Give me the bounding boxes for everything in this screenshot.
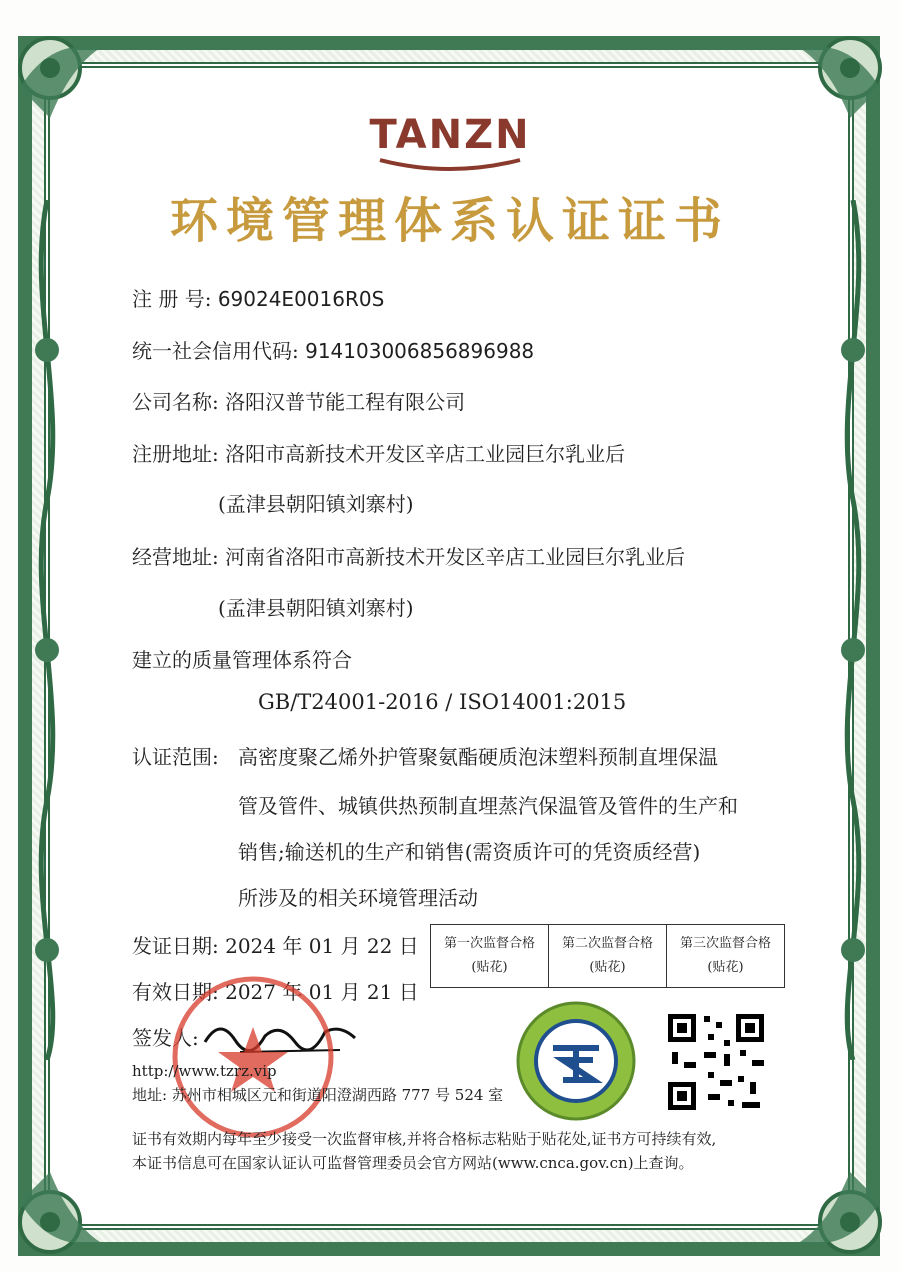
- address-label: 地址:: [132, 1086, 168, 1104]
- surveillance-cell: [549, 925, 667, 988]
- business-address-row: [132, 541, 685, 570]
- logo-text: TANZN: [369, 112, 531, 158]
- scope-line: 管及管件、城镇供热预制直埋蒸汽保温管及管件的生产和: [238, 794, 738, 818]
- surveillance-note: (贴花): [589, 960, 626, 975]
- surveillance-title: 第二次监督合格: [561, 936, 653, 951]
- credit-code-row: [132, 335, 534, 364]
- certificate-title: 环境管理体系认证证书: [169, 193, 730, 249]
- company-seal-icon: [168, 972, 338, 1142]
- issue-date: 2024 年 01 月 22 日: [225, 934, 419, 958]
- standard-reference: GB/T24001-2016 / ISO14001:2015: [258, 690, 627, 714]
- registered-address-line1: 洛阳市高新技术开发区辛店工业园巨尔乳业后: [225, 442, 626, 466]
- address-row: [132, 1084, 503, 1105]
- surveillance-title: 第一次监督合格: [443, 936, 535, 951]
- registered-address-line2: (孟津县朝阳镇刘寨村): [218, 492, 414, 516]
- registered-address-row: [132, 438, 625, 467]
- corner-ornament-icon: [10, 1142, 130, 1262]
- scope-line: 高密度聚乙烯外护管聚氨酯硬质泡沫塑料预制直埋保温: [238, 745, 718, 769]
- certification-badge-icon: [515, 1000, 637, 1122]
- scope-line: 销售;输送机的生产和销售(需资质许可的凭资质经营): [238, 840, 701, 864]
- qr-code-icon[interactable]: [664, 1010, 768, 1114]
- vine-ornament-icon: [828, 200, 878, 1060]
- valid-date-label: 有效日期:: [132, 980, 219, 1004]
- surveillance-cell: [431, 925, 549, 988]
- registration-number: 69024E0016R0S: [217, 287, 385, 311]
- surveillance-table: [430, 924, 785, 988]
- issue-date-label: 发证日期:: [132, 934, 219, 958]
- scope-line: 所涉及的相关环境管理活动: [238, 886, 478, 910]
- surveillance-note: (贴花): [471, 960, 508, 975]
- surveillance-note: (贴花): [707, 960, 744, 975]
- conformity-statement: 建立的质量管理体系符合: [132, 648, 352, 672]
- surveillance-cell: [667, 925, 785, 988]
- business-address-line2: (孟津县朝阳镇刘寨村): [218, 596, 414, 620]
- logo-swoosh-icon: [375, 156, 525, 174]
- company-name-label: 公司名称:: [132, 390, 219, 414]
- credit-code: 914103006856896988: [305, 339, 535, 363]
- footer-note-line: 本证书信息可在国家认证认可监督管理委员会官方网站(www.cnca.gov.cn)上查询。: [132, 1154, 694, 1172]
- valid-date: 2027 年 01 月 21 日: [225, 980, 419, 1004]
- surveillance-title: 第三次监督合格: [679, 936, 771, 951]
- website-url: http://www.tzrz.vip: [132, 1062, 277, 1080]
- corner-ornament-icon: [770, 1142, 890, 1262]
- registration-number-row: [132, 283, 384, 312]
- corner-ornament-icon: [10, 28, 130, 148]
- footer-note-line: 证书有效期内每年至少接受一次监督审核,并将合格标志粘贴于贴花处,证书方可持续有效,: [132, 1130, 717, 1148]
- scope-label: 认证范围:: [132, 745, 219, 769]
- tanzn-logo: [355, 112, 545, 178]
- company-name-row: [132, 386, 465, 415]
- company-name: 洛阳汉普节能工程有限公司: [225, 390, 466, 414]
- business-address-label: 经营地址:: [132, 545, 219, 569]
- vine-ornament-icon: [22, 200, 72, 1060]
- address-value: 苏州市相城区元和街道阳澄湖西路 777 号 524 室: [171, 1086, 504, 1104]
- registered-address-label: 注册地址:: [132, 442, 219, 466]
- corner-ornament-icon: [770, 28, 890, 148]
- signer-label: 签发人:: [132, 1026, 199, 1050]
- registration-label: 注 册 号:: [132, 287, 212, 311]
- credit-code-label: 统一社会信用代码:: [132, 339, 299, 363]
- issue-date-row: [132, 930, 419, 959]
- business-address-line1: 河南省洛阳市高新技术开发区辛店工业园巨尔乳业后: [225, 545, 686, 569]
